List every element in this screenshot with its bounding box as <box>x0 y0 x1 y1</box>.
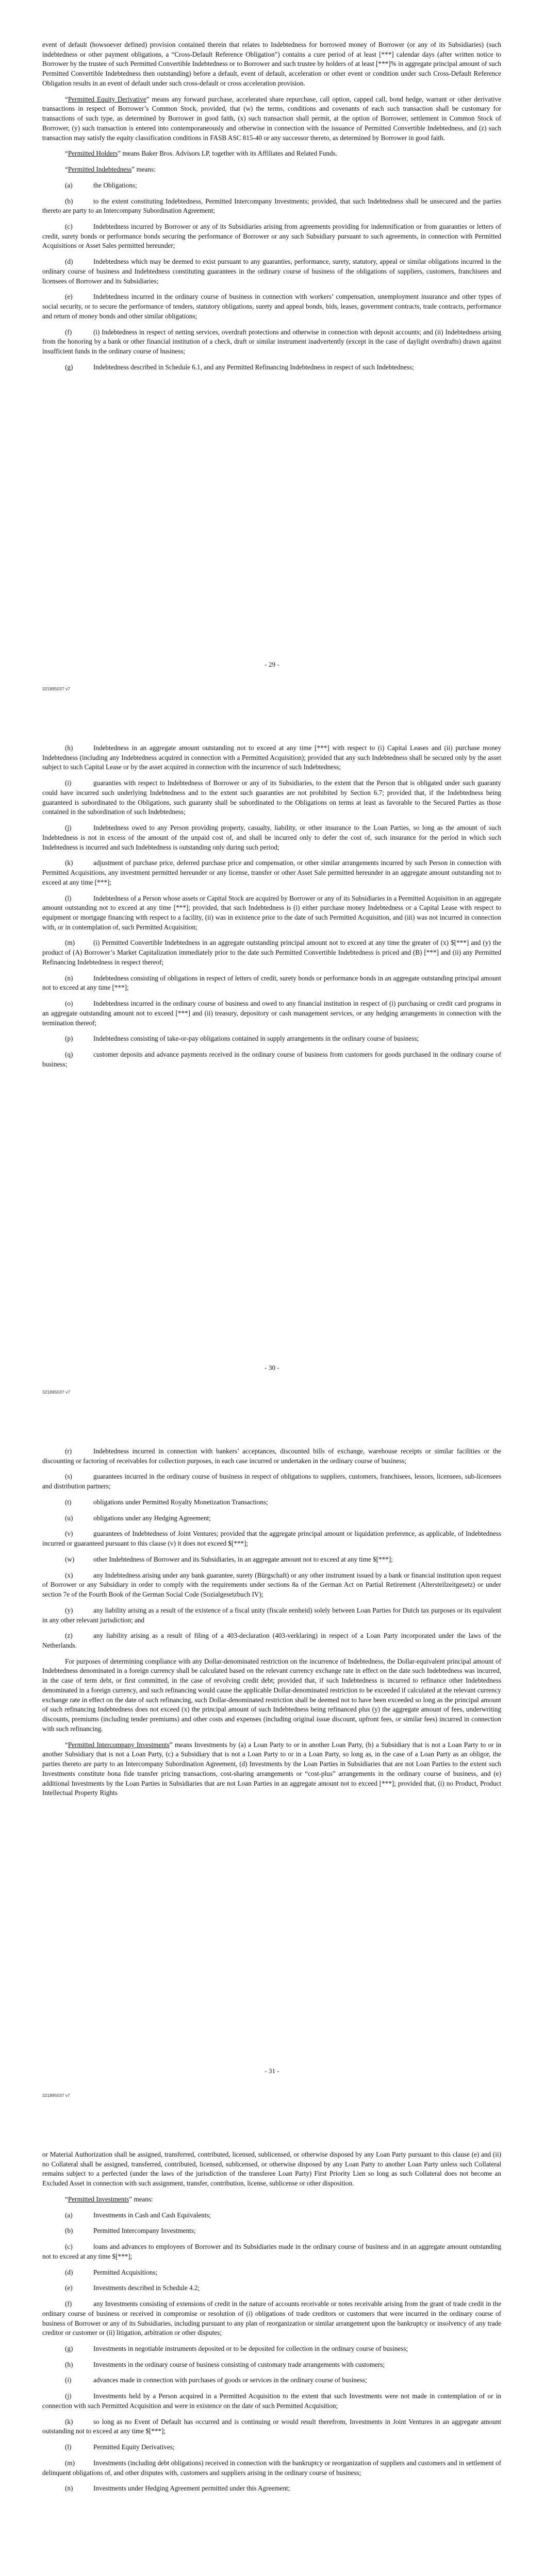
list-item <box>42 1529 501 1548</box>
list-item-text: Investments under Hedging Agreement permitted under this Agreement; <box>93 2484 290 2493</box>
list-item-label: (c) <box>65 223 73 231</box>
list-item-text: Indebtedness which may be deemed to exist pursuant to any guaranties, performance, surety, statutory, appeal or similar obligations incurred in the ordinary course of business and Indebtedness constituting guarantees in the ordinary course of business of the obligations of suppliers, customers, franchisees and licensees of Borrower and its Subsidiaries; <box>42 258 501 285</box>
list-item-label: (q) <box>65 1050 73 1059</box>
list-item <box>42 2299 501 2338</box>
list-item <box>42 222 501 251</box>
list-item <box>42 2392 501 2411</box>
list-item-label: (t) <box>65 1498 72 1506</box>
list-item-text: Investments (including debt obligations) received in connection with the bankruptcy or reorganization of suppliers and customers and in settlement of delinquent obligations of, and other disputes with, customers and suppliers arising in the ordinary course of business; <box>42 2459 501 2477</box>
page-number: - 29 - <box>265 660 279 668</box>
list-item <box>42 1555 501 1565</box>
defined-term: Permitted Holders <box>68 149 118 158</box>
page-number: - 30 - <box>265 1364 279 1371</box>
list-item-text: Indebtedness of a Person whose assets or Capital Stock are acquired by Borrower or any of its Subsidiaries in a Permitted Acquisition in an aggregate amount outstanding not to exceed at any time [***]; provided, that such Indebtedness is (i) either purchase money Indebtedness or a Capital Lease with respect to equipment or mortgage financing with respect to a facility, (ii) was in existence prior to the date of such Permitted Acquisition, and (iii) was not incurred in connection with, or in contemplation of, such Permitted Acquisition; <box>42 894 501 931</box>
list-item-text: guarantees of Indebtedness of Joint Ventures; provided that the aggregate principal amount or liquidation preference, as applicable, of Indebtedness incurred or guaranteed pursuant to this clause (v) it does not exceed $[***]; <box>42 1530 501 1548</box>
list-item-text: Investments in negotiable instruments deposited or to be deposited for collection in the ordinary course of business; <box>93 2345 408 2353</box>
list-item <box>42 1050 501 1069</box>
definition-paragraph: “Permitted Investments” means: <box>65 2195 153 2203</box>
list-item <box>42 1447 501 1466</box>
list-item-label: (h) <box>65 2360 73 2368</box>
list-item-text: so long as no Event of Default has occurred and is continuing or would result therefrom, Investments in Joint Ventures in an aggregate amount outstanding not to exceed at any time $[***]; <box>42 2417 501 2435</box>
list-item-text: Indebtedness incurred by Borrower or any of its Subsidiaries arising from agreements providing for indemnification or from guaranties or letters of credit, surety bonds or performance bonds securing the performance of Borrower or any such Subsidiary pursuant to such agreements, in connection with Permitted Acquisitions or Asset Sales permitted hereunder; <box>42 223 501 250</box>
list-item-label: (x) <box>65 1571 73 1579</box>
list-item-text: (i) Permitted Convertible Indebtedness in an aggregate outstanding principal amount not to exceed at any time the greater of (x) $[***] and (y) the product of (A) Borrower’s Market Capitalization immediately prior to the date such Permitted Convertible Indebtedness is priced and (B) [***] and (ii) any Permitted Refinancing Indebtedness in respect thereof; <box>42 939 501 966</box>
list-item-label: (f) <box>65 328 72 336</box>
list-item <box>42 1034 501 1044</box>
list-item-text: Indebtedness incurred in the ordinary course of business and owed to any financial institution in respect of (i) purchasing or credit card programs in an aggregate outstanding amount not to exceed [***] and (ii) treasury, depository or cash management services, or any hedging arrangements in connection with the termination thereof; <box>42 999 501 1027</box>
list-item <box>42 2459 501 2478</box>
list-item <box>42 974 501 993</box>
list-item-text: guarantees incurred in the ordinary course of business in respect of obligations to suppliers, customers, franchisees, lessors, licensees, sub-licensees and distribution partners; <box>42 1472 501 1490</box>
list-item-label: (s) <box>65 1472 72 1481</box>
list-item-text: Indebtedness in an aggregate amount outstanding not to exceed at any time [***] with respect to (i) Capital Leases and (ii) purchase money Indebtedness (including any Indebtedness acquired in connection with a Permitted Acquisition); provided that any such Indebtedness shall be secured only by the asset subject to such Capital Lease or by the asset acquired in connection with the incurrence of such Indebtedness; <box>42 744 501 771</box>
list-item-text: any liability arising as a result of the existence of a fiscal unity (fiscale eenheid) solely between Loan Parties for Dutch tax purposes or its equivalent in any other relevant jurisdiction; and <box>42 1606 501 1624</box>
list-item-text: any liability arising as a result of filing of a 403-declaration (403-verklaring) in respect of a Loan Party incorporated under the laws of the Netherlands. <box>42 1632 501 1650</box>
list-item-text: Investments held by a Person acquired in a Permitted Acquisition to the extent that such Investments were not made in contemplation of or in connection with such Permitted Acquisition and were in existence on the date of such Permitted Acquisition; <box>42 2392 501 2410</box>
list-item-label: (g) <box>65 363 73 371</box>
defined-term: Permitted Indebtedness <box>68 165 132 174</box>
list-item <box>42 2242 501 2261</box>
list-item-text: obligations under Permitted Royalty Monetization Transactions; <box>93 1498 268 1506</box>
list-item-label: (h) <box>65 744 73 752</box>
list-item-label: (r) <box>65 1447 72 1455</box>
list-item-text: Indebtedness owed to any Person providing property, casualty, liability, or other insurance to the Loan Parties, so long as the amount of such Indebtedness is not in excess of the amount of the unpaid cost of, and shall be incurred only to defer the cost of, such insurance for the period in which such Indebtedness is incurred and such Indebtedness is outstanding only during such period; <box>42 824 501 851</box>
list-item-label: (y) <box>65 1606 73 1614</box>
list-item <box>42 1631 501 1650</box>
document-id: 321895037 v7 <box>42 2093 70 2098</box>
list-item-label: (z) <box>65 1632 73 1640</box>
list-item-text: to the extent constituting Indebtedness, Permitted Intercompany Investments; provided, that such Indebtedness shall be unsecured and the parties thereto are party to an Intercompany Subordination Agreement; <box>42 197 501 215</box>
list-item-text: Permitted Equity Derivatives; <box>93 2443 175 2451</box>
list-item-text: loans and advances to employees of Borrower and its Subsidiaries made in the ordinary course of business and in an aggregate amount outstanding not to exceed at any time $[***]; <box>42 2243 501 2260</box>
list-item-text: any Investments consisting of extensions of credit in the nature of accounts receivable or notes receivable arising from the grant of trade credit in the ordinary course of business or received in compromise or resolution of (i) obligations of trade creditors or customers that were incurred in the ordinary course of business of Borrower or any of its Subsidiaries, including pursuant to any plan of reorganization or similar arrangement upon the bankruptcy or insolvency of any trade creditor or customer or (ii) litigation, arbitration or other disputes; <box>42 2300 501 2337</box>
definition-text: means: <box>135 165 156 174</box>
definition-text: means Baker Bros. Advisors LP, together with its Affiliates and Related Funds. <box>121 149 337 158</box>
list-item-text: Investments in Cash and Cash Equivalents; <box>93 2211 211 2219</box>
definition-paragraph: “Permitted Intercompany Investments” means Investments by (a) a Loan Party to or in another Loan Party, (b) a Subsidiary that is not a Loan Party to or in another Subsidiary that is not a Loan Party, (c) a Subsidiary that is not a Loan Party to or in a Loan Party, so long as, in the case of a Loan Party as an obligor, the parties thereto are party to an Intercompany Subordination Agreement, (d) Investments by the Loan Parties in Subsidiaries that are not Loan Parties to the extent such Investments constitute bona fide transfer pricing transactions, cost-sharing arrangements or “cost-plus” arrangements in the ordinary course of business, and (e) additional Investments by the Loan Parties in Subsidiaries that are not Loan Parties in an aggregate amount not to exceed [***]; provided that, (i) no Product, Product Intellectual Property Rights <box>42 1740 501 1797</box>
list-item <box>42 999 501 1028</box>
list-item <box>42 181 501 191</box>
list-item <box>42 2211 501 2221</box>
continued-paragraph: or Material Authorization shall be assigned, transferred, contributed, licensed, sublicensed, or otherwise disposed by any Loan Party pursuant to this clause (e) and (ii) no Collateral shall be assigned, transferred, contributed, licensed, sublicensed, or otherwise disposed by any Loan Party to another Loan Party unless such Collateral remains subject to a perfected (under the laws of the jurisdiction of the transferee Loan Party) First Priority Lien so long as such Collateral does not become an Excluded Asset in connection with such assignment, transfer, contribution, license, sublicense or other disposition. <box>42 2150 501 2188</box>
list-item <box>42 257 501 286</box>
list-item-label: (j) <box>65 2392 72 2400</box>
list-item-label: (a) <box>65 181 73 189</box>
list-item <box>42 1472 501 1491</box>
page-body <box>42 743 501 1076</box>
list-item-text: Indebtedness incurred in the ordinary course of business in connection with workers’ compensation, unemployment insurance and other types of social security, or to secure the performance of tenders, statutory obligations, surety and appeal bonds, bids, leases, government contracts, trade contracts, performance and return of money bonds and other similar obligations; <box>42 293 501 320</box>
definition-text: means: <box>132 2195 153 2203</box>
document-id: 321895037 v7 <box>42 1389 70 1395</box>
list-item-label: (a) <box>65 2211 73 2219</box>
list-item-text: Indebtedness described in Schedule 6.1, and any Permitted Refinancing Indebtedness in respect of such Indebtedness; <box>93 363 414 371</box>
list-item-text: obligations under any Hedging Agreement; <box>93 1514 211 1522</box>
list-item-text: Permitted Intercompany Investments; <box>93 2227 196 2235</box>
document-page <box>0 2110 544 2576</box>
defined-term: Permitted Equity Derivative <box>68 95 146 103</box>
list-item <box>42 743 501 772</box>
list-item <box>42 2360 501 2370</box>
list-item-text: any Indebtedness arising under any bank guarantee, surety (Bürgschaft) or any other instrument issued by a bank or financial institution upon request of Borrower or any Subsidiary in order to comply with the requirements under sections 8a of the German Act on Partial Retirement (Altersteilzeitgesetz) or under section 7e of the Fourth Book of the German Social Code (Sozialgesetzbuch IV); <box>42 1571 501 1599</box>
list-item-label: (j) <box>65 824 72 832</box>
list-item <box>42 1498 501 1507</box>
page-body <box>42 2150 501 2500</box>
definition-paragraph: “Permitted Holders” means Baker Bros. Advisors LP, together with its Affiliates and Related Funds. <box>65 149 337 158</box>
list-item-label: (k) <box>65 2417 73 2426</box>
list-item-text: Investments described in Schedule 4.2; <box>93 2284 200 2292</box>
list-item-label: (l) <box>65 2443 72 2451</box>
definition-paragraph: “Permitted Equity Derivative” means any forward purchase, accelerated share repurchase, call option, capped call, bond hedge, warrant or other derivative transactions in respect of Borrower’s Common Stock, provided, that (w) the terms, conditions and covenants of each such transaction shall be customary for transactions of such type, as determined by Borrower in good faith, (x) such transaction shall permit, at the option of Borrower, settlement in Common Stock of Borrower, (y) such transaction is entered into contemporaneously and otherwise in connection with the issuance of Permitted Convertible Indebtedness, and (z) such transaction may satisfy the equity classification conditions in FASB ASC 815-40 or any successor thereto, as determined by Borrower in good faith. <box>42 95 501 142</box>
page-number: - 31 - <box>265 2067 279 2075</box>
list-item-label: (d) <box>65 258 73 266</box>
list-item <box>42 363 501 372</box>
list-item-label: (i) <box>65 779 72 787</box>
list-item <box>42 2443 501 2452</box>
list-item-label: (l) <box>65 894 72 902</box>
list-item <box>42 2283 501 2293</box>
list-item-label: (n) <box>65 2484 73 2493</box>
list-item-label: (o) <box>65 999 73 1008</box>
page-body <box>42 1447 501 1804</box>
list-item <box>42 1606 501 1625</box>
list-item-label: (n) <box>65 974 73 982</box>
list-item-text: Indebtedness consisting of take-or-pay obligations contained in supply arrangements in the ordinary course of business; <box>93 1035 419 1043</box>
list-item-text: Indebtedness incurred in connection with bankers’ acceptances, discounted bills of exchange, warehouse receipts or similar facilities or the discounting or factoring of receivables for collection purposes, in each case incurred or undertaken in the ordinary course of business; <box>42 1447 501 1465</box>
defined-term: Permitted Intercompany Investments <box>68 1740 170 1749</box>
list-item-label: (m) <box>65 939 75 947</box>
list-item-label: (d) <box>65 2268 73 2276</box>
list-item <box>42 1514 501 1523</box>
list-item <box>42 858 501 887</box>
definition-text: means any forward purchase, accelerated share repurchase, call option, capped call, bond hedge, warrant or other derivative transactions in respect of Borrower’s Common Stock, provided, that (w) the terms, conditions and covenants of each such transaction shall be customary for transactions of such type, as determined by Borrower in good faith, (x) such transaction shall permit, at the option of Borrower, settlement in Common Stock of Borrower, (y) such transaction is entered into contemporaneously and otherwise in connection with the issuance of Permitted Convertible Indebtedness, and (z) such transaction may satisfy the equity classification conditions in FASB ASC 815-40 or any successor thereto, as determined by Borrower in good faith. <box>42 95 501 142</box>
list-item-label: (f) <box>65 2300 72 2308</box>
list-item <box>42 894 501 933</box>
list-item <box>42 2376 501 2385</box>
list-item-label: (k) <box>65 859 73 867</box>
list-item <box>42 328 501 357</box>
list-item-label: (b) <box>65 2227 73 2235</box>
list-item-label: (u) <box>65 1514 73 1522</box>
definition-text: means Investments by (a) a Loan Party to or in another Loan Party, (b) a Subsidiary that is not a Loan Party to or in another Subsidiary that is not a Loan Party, (c) a Subsidiary that is not a Loan Party to or in a Loan Party, so long as, in the case of a Loan Party as an obligor, the parties thereto are party to an Intercompany Subordination Agreement, (d) Investments by the Loan Parties in Subsidiaries that are not Loan Parties to the extent such Investments constitute bona fide transfer pricing transactions, cost-sharing arrangements or “cost-plus” arrangements in the ordinary course of business, and (e) additional Investments by the Loan Parties in Subsidiaries that are not Loan Parties in an aggregate amount not to exceed [***]; provided that, (i) no Product, Product Intellectual Property Rights <box>42 1740 501 1797</box>
list-item-label: (m) <box>65 2459 75 2467</box>
list-item-text: Permitted Acquisitions; <box>93 2268 158 2276</box>
list-item-label: (v) <box>65 1530 73 1538</box>
list-item <box>42 2344 501 2354</box>
list-item-label: (p) <box>65 1035 73 1043</box>
list-item-text: customer deposits and advance payments received in the ordinary course of business from customers for goods purchased in the ordinary course of business; <box>42 1050 501 1068</box>
list-item <box>42 2417 501 2436</box>
list-item-text: other Indebtedness of Borrower and its Subsidiaries, in an aggregate amount not to exceed at any time $[***]; <box>93 1555 393 1563</box>
list-item-text: Investments in the ordinary course of business consisting of customary trade arrangements with customers; <box>93 2360 385 2368</box>
definition-paragraph: “Permitted Indebtedness” means: <box>65 165 156 174</box>
list-item <box>42 2268 501 2278</box>
list-item <box>42 1571 501 1600</box>
list-item-label: (i) <box>65 2376 72 2384</box>
list-item <box>42 2484 501 2494</box>
list-item-text: (i) Indebtedness in respect of netting services, overdraft protections and otherwise in connection with deposit accounts; and (ii) Indebtedness arising from the honoring by a bank or other financial institution of a check, draft or similar instrument inadvertently (except in the case of daylight overdrafts) drawn against insufficient funds in the ordinary course of business; <box>42 328 501 355</box>
list-item <box>42 2226 501 2236</box>
list-item-label: (g) <box>65 2345 73 2353</box>
page-body <box>42 40 501 379</box>
document-page <box>0 703 544 1406</box>
list-item-label: (e) <box>65 293 73 301</box>
list-item <box>42 778 501 817</box>
continued-paragraph: event of default (howsoever defined) provision contained therein that relates to Indebtedness for borrowed money of Borrower (or any of its Subsidiaries) (such indebtedness or other payment obligations, a “Cross-Default Reference Obligation”) contains a cure period of at least [***] calendar days (after written notice to Borrower by the trustee of such Permitted Convertible Indebtedness or to Borrower and such trustee by holders of at least [***]% in aggregate principal amount of such Permitted Convertible Indebtedness then outstanding) before a default, event of default, acceleration or other event or condition under such Cross-Default Reference Obligation results in an event of default under such cross-default or cross acceleration provision. <box>42 41 501 87</box>
list-item-text: advances made in connection with purchases of goods or services in the ordinary course of business; <box>93 2376 367 2384</box>
paragraph: For purposes of determining compliance with any Dollar-denominated restriction on the incurrence of Indebtedness, the Dollar-equivalent principal amount of Indebtedness denominated in a foreign currency shall be calculated based on the relevant currency exchange rate in effect on the date such Indebtedness was incurred, in the case of term debt, or first committed, in the case of revolving credit debt; provided that, if such Indebtedness is incurred to refinance other Indebtedness denominated in a foreign currency, and such refinancing would cause the applicable Dollar-denominated restriction to be exceeded if calculated at the relevant currency exchange rate in effect on the date of such refinancing, such Dollar-denominated restriction shall be deemed not to have been exceeded so long as the principal amount of such refinancing Indebtedness does not exceed (x) the principal amount of such Indebtedness being refinanced plus (y) the aggregate amount of fees, underwriting discounts, premiums (including tender premiums) and other costs and expenses (including original issue discount, upfront fees, or similar fees) incurred in connection with such refinancing. <box>42 1657 501 1733</box>
list-item-text: Indebtedness consisting of obligations in respect of letters of credit, surety bonds or performance bonds in an aggregate outstanding principal amount not to exceed at any time [***]; <box>42 974 501 992</box>
document-page <box>0 1406 544 2110</box>
list-item-text: guaranties with respect to Indebtedness of Borrower or any of its Subsidiaries, to the extent that the Person that is obligated under such guaranty could have incurred such underlying Indebtedness and to the extent such guaranties are not prohibited by Section 6.7; provided that, if the Indebtedness being guaranteed is subordinated to the Obligations, such guaranty shall be subordinated to the Obligations on terms at least as favorable to the Secured Parties as those contained in the subordination of such Indebtedness; <box>42 779 501 816</box>
list-item-label: (w) <box>65 1555 75 1563</box>
list-item-text: adjustment of purchase price, deferred purchase price and compensation, or other similar arrangements incurred by such Person in connection with Permitted Acquisitions, any investment permitted hereunder or any license, transfer or other Asset Sale permitted hereunder in an aggregate amount outstanding not to exceed at any time [***]; <box>42 859 501 886</box>
list-item <box>42 938 501 967</box>
list-item <box>42 292 501 321</box>
list-item-text: the Obligations; <box>93 181 137 189</box>
list-item-label: (e) <box>65 2284 73 2292</box>
list-item <box>42 197 501 216</box>
document-page <box>0 0 544 703</box>
document-id: 321895037 v7 <box>42 686 70 691</box>
defined-term: Permitted Investments <box>68 2195 129 2203</box>
list-item <box>42 823 501 852</box>
list-item-label: (b) <box>65 197 73 205</box>
list-item-label: (c) <box>65 2243 73 2251</box>
